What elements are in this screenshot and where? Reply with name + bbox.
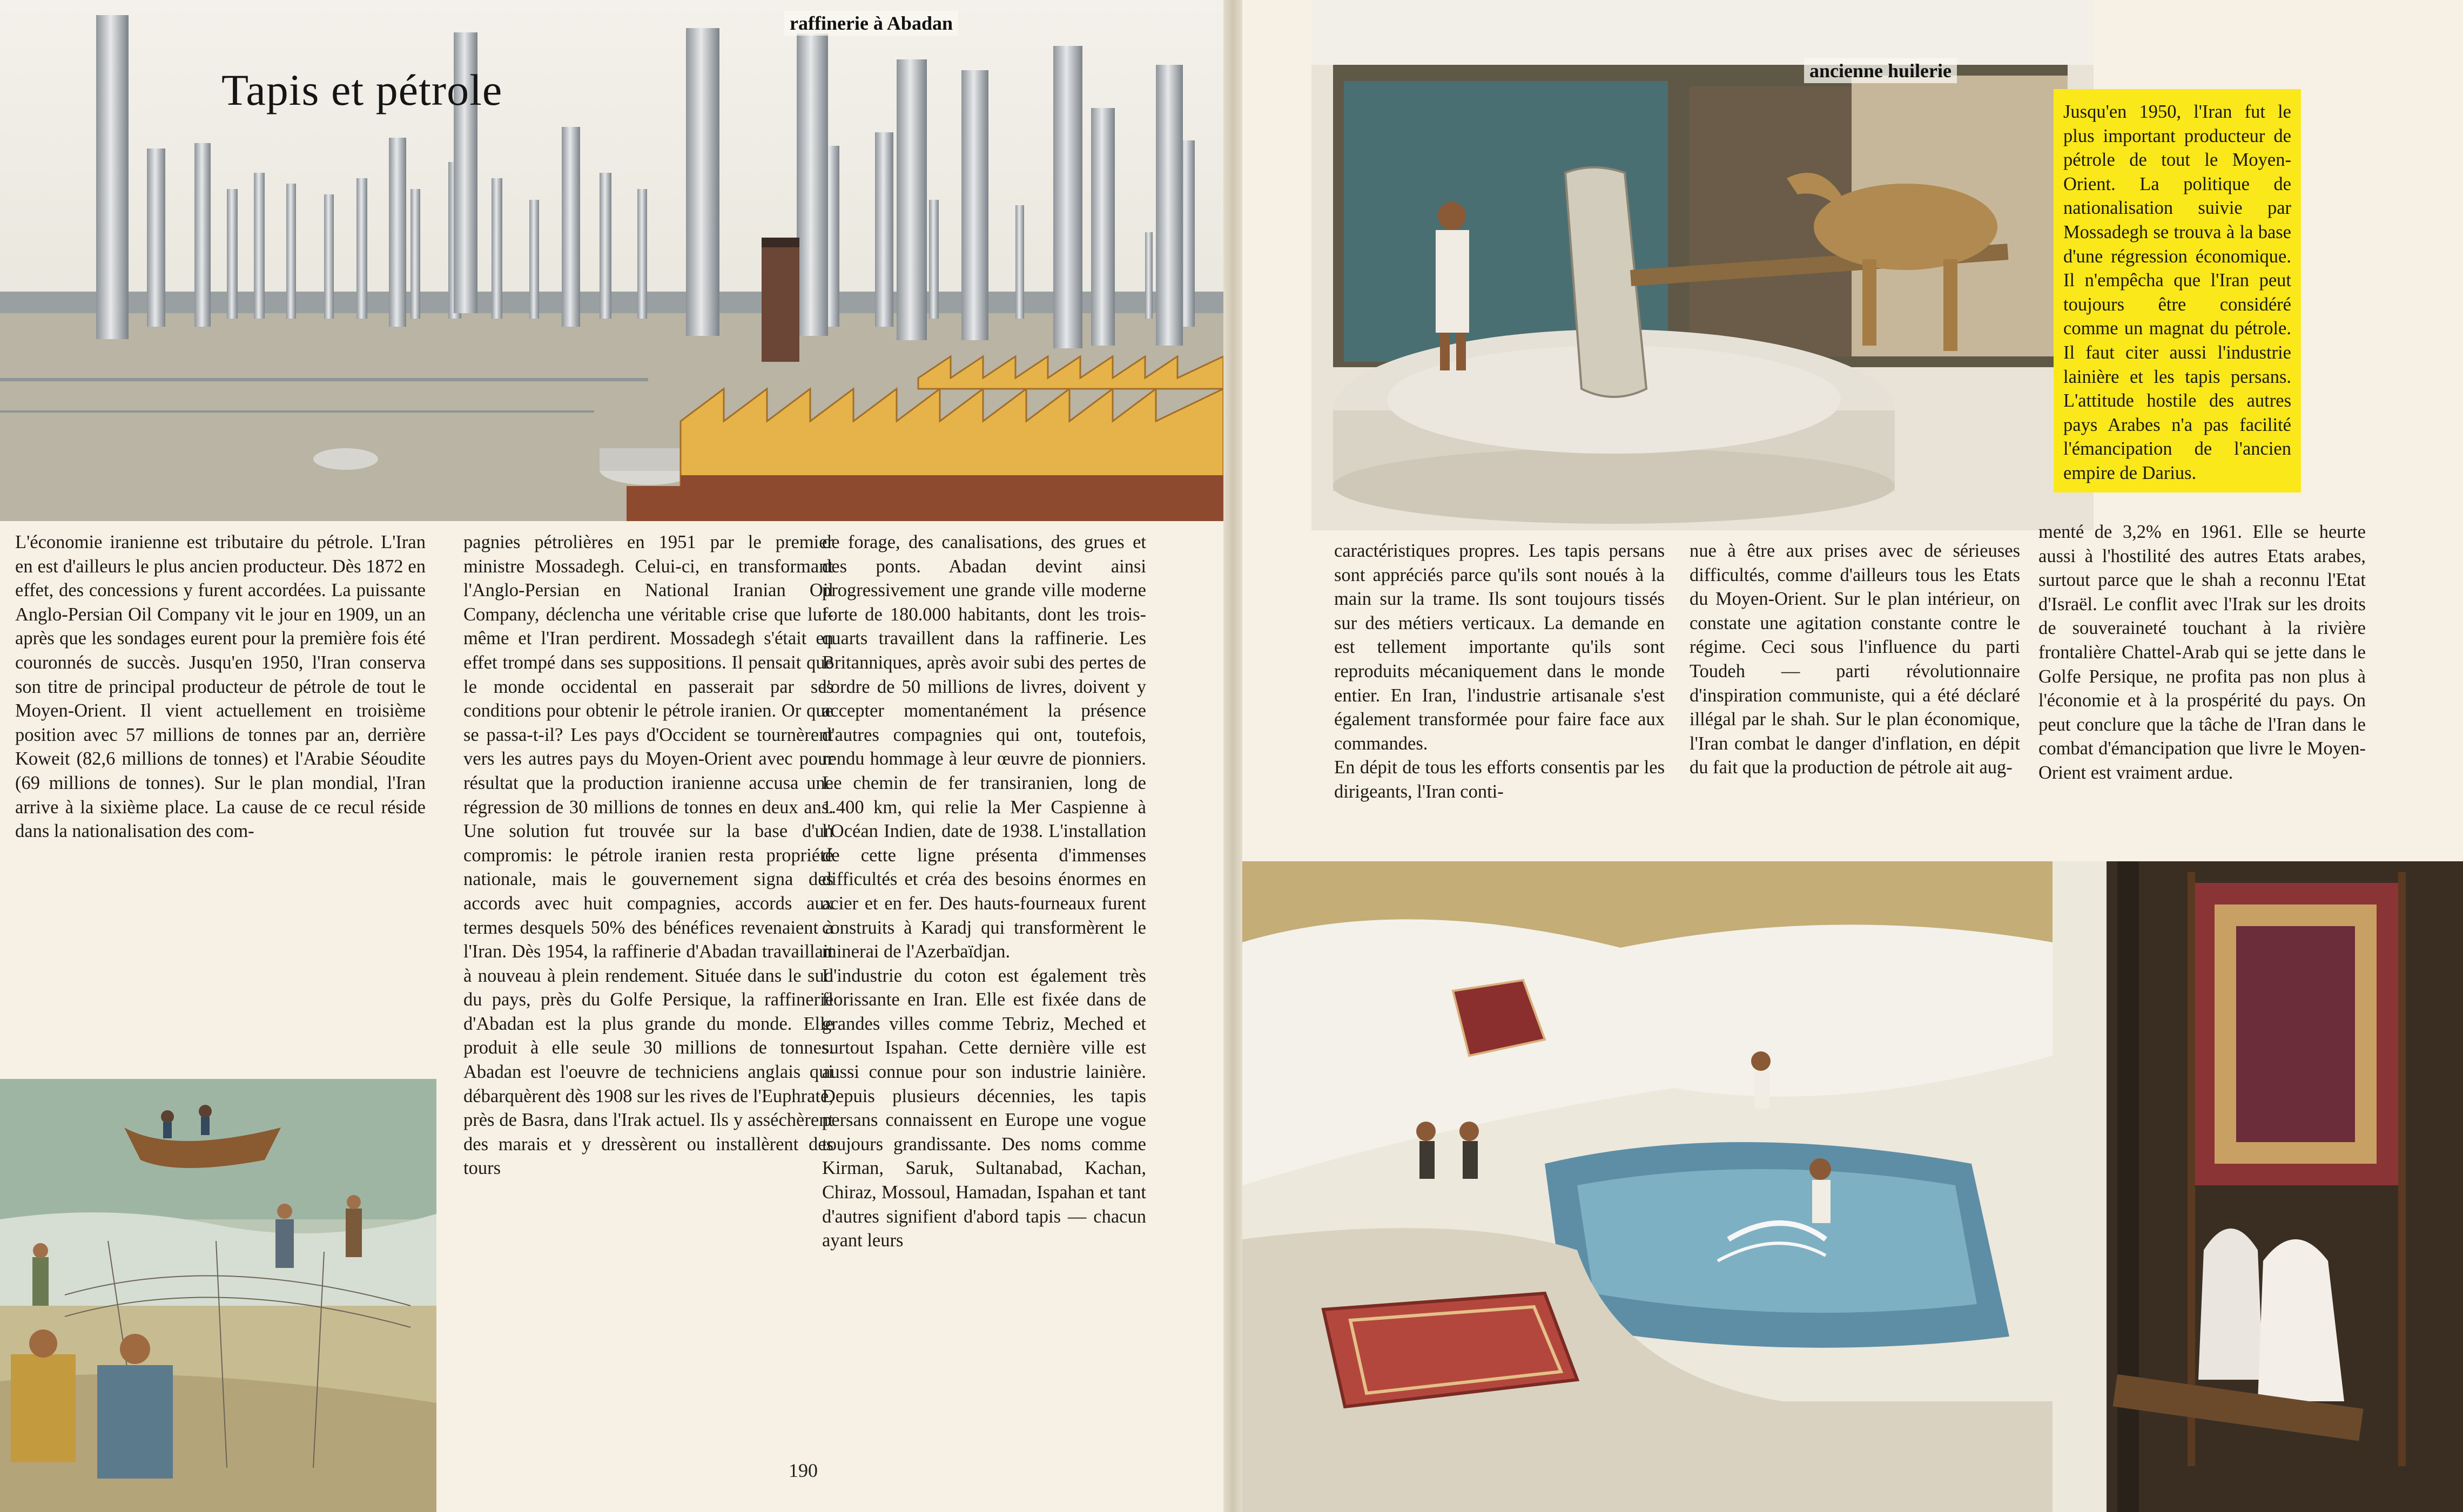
book-gutter: [1223, 0, 1242, 1512]
refinery-caption: raffinerie à Abadan: [784, 11, 958, 36]
oil-mill-image: [1311, 0, 2094, 530]
summary-box: [2054, 89, 2301, 492]
paragraph: En dépit de tous les efforts consentis par les dirigeants, l'Iran conti-: [1334, 757, 1665, 802]
left-page: [0, 0, 1223, 1512]
refinery-image: [0, 0, 1223, 521]
paragraph: menté de 3,2% en 1961. Elle se heurte aussi à l'hostilité des autres Etats arabes, surtout parce que le shah a reconnu l'Etat d'Israël. Le conflit avec l'Irak sur les droits de souveraineté touchant à la rivière frontalière Chattel-Arab qui se jette dans le Golfe Persique, ne profita pas non plus à l'économie et à la prospérité du pays. On peut conclure que la tâche de l'Iran dans le combat d'émancipation que livre le Moyen-Orient est vraiment ardue.: [2038, 522, 2366, 783]
oil-mill-illustration: [1311, 0, 2094, 530]
text-column-2: [463, 530, 833, 1180]
text-column-5: [1690, 539, 2020, 780]
fishermen-image: [0, 1079, 436, 1512]
paragraph: caractéristiques propres. Les tapis persans sont appréciés parce qu'ils sont noués à la main sur la trame. Ils sont toujours tissés sur des métiers verticaux. La demande en est tellement importante qu'ils sont reproduits mécaniquement dans le monde entier. En Iran, l'industrie artisanale s'est également transformée pour faire face aux commandes.: [1334, 541, 1665, 754]
paragraph: L'économie iranienne est tributaire du pétrole. L'Iran en est d'ailleurs le plus ancien producteur. Dès 1872 en effet, des concessions y furent accordées. La puissante Anglo-Persian Oil Company vit le jour en 1909, un an après que les sondages eurent pour la première fois été couronnés de succès. Jusqu'en 1950, l'Iran conserva son titre de principal producteur de pétrole de tout le Moyen-Orient. Il vient actuellement en troisième position avec 57 millions de tonnes par an, derrière Koweit (82,6 millions de tonnes) et l'Arabie Séoudite (69 millions de tonnes). Sur le plan mondial, l'Iran arrive à la sixième place. La cause de ce recul réside dans la nationalisation des com-: [15, 532, 426, 842]
text-column-6: [2038, 520, 2366, 785]
paragraph: de forage, des canalisations, des grues et des ponts. Abadan devint ainsi progressivement une grande ville moderne forte de 180.000 habitants, dont les trois-quarts travaillent dans la raffinerie. Les Britanniques, après avoir subi des pertes de l'ordre de 50 millions de livres, doivent y accepter momentanément la présence d'autres compagnies qui ont, toutefois, rendu hommage à leur œuvre de pionniers. Le chemin de fer transiranien, long de 1.400 km, qui relie la Mer Caspienne à l'Océan Indien, date de 1938. L'installation de cette ligne présenta d'immenses difficultés et créa des besoins énormes en acier et en fer. Des hauts-fourneaux furent construits à Karadj qui transformèrent le minerai de l'Azerbaïdjan.: [822, 532, 1146, 962]
summary-text: Jusqu'en 1950, l'Iran fut le plus important producteur de pétrole de tout le Moyen-Orient. La politique de nationalisation suivie par Mossadegh se trouva à la base d'une régression économique. Il n'empêcha que l'Iran peut toujours être considéré comme un magnat du pétrole. Il faut citer aussi l'industrie lainière et les tapis persans. L'attitude hostile des autres pays Arabes n'a pas facilité l'émancipation de l'ancien empire de Darius.: [2063, 102, 2291, 483]
oil-mill-caption: ancienne huilerie: [1804, 58, 1957, 83]
paragraph: pagnies pétrolières en 1951 par le premier ministre Mossadegh. Celui-ci, en transformant l'Anglo-Persian en National Iranian Oil Company, déclencha une véritable crise que lui-même et l'Iran perdirent. Mossadegh s'était en effet trompé dans ses suppositions. Il pensait que le monde occidental en passerait par ses conditions pour obtenir le pétrole iranien. Or que se passa-t-il? Les pays d'Occident se tournèrent vers les autres pays du Moyen-Orient avec pour résultat que la production iranienne accusa une régression de 30 millions de tonnes en deux ans. Une solution fut trouvée sur la base d'un compromis: le pétrole iranien resta propriété nationale, mais le gouvernement signa des accords avec huit compagnies, accords aux termes desquels 50% des bénéfices revenaient à l'Iran. Dès 1954, la raffinerie d'Abadan travaillait à nouveau à plein rendement. Située dans le sud du pays, près du Golfe Persique, la raffinerie d'Abadan est la plus grande du monde. Elle produit à elle seule 30 millions de tonnes. Abadan est l'oeuvre de techniciens anglais qui débarquèrent dès 1908 sur les rives de l'Euphrate, près de Basra, dans l'Irak actuel. Ils y asséchèrent des marais et y dressèrent ou installèrent des tours: [463, 532, 833, 1179]
paragraph: L'industrie du coton est également très florissante en Iran. Elle est fixée dans de grandes villes comme Tebriz, Meched et surtout Ispahan. Cette dernière ville est aussi connue pour son industrie lainière. Depuis plusieurs décennies, les tapis persans connaissent en Europe une vogue toujours grandissante. Des noms comme Kirman, Saruk, Sultanabad, Kachan, Chiraz, Mossoul, Hamadan, Ispahan et tant d'autres signifient d'abord tapis — chacun ayant leurs: [822, 965, 1146, 1251]
text-column-3: [822, 530, 1146, 1253]
text-column-1: [15, 530, 426, 843]
refinery-illustration: [0, 0, 1223, 521]
page-number: 190: [789, 1460, 818, 1481]
paragraph: nue à être aux prises avec de sérieuses difficultés, comme d'ailleurs tous les Etats du Moyen-Orient. Sur le plan intérieur, on constate une agitation constante contre le régime. Ceci sous l'influence du parti Toudeh — parti révolutionnaire d'inspiration communiste, qui a été déclaré illégal par le shah. Sur le plan économique, l'Iran combat le danger d'inflation, en dépit du fait que la production de pétrole ait aug-: [1690, 541, 2020, 778]
fishermen-illustration: [0, 1079, 436, 1512]
carpet-washing-illustration: [1242, 861, 2463, 1512]
right-page: [1242, 0, 2463, 1512]
text-column-4: [1334, 539, 1665, 804]
carpet-washing-image: [1242, 861, 2463, 1512]
page-title: Tapis et pétrole: [221, 65, 503, 114]
